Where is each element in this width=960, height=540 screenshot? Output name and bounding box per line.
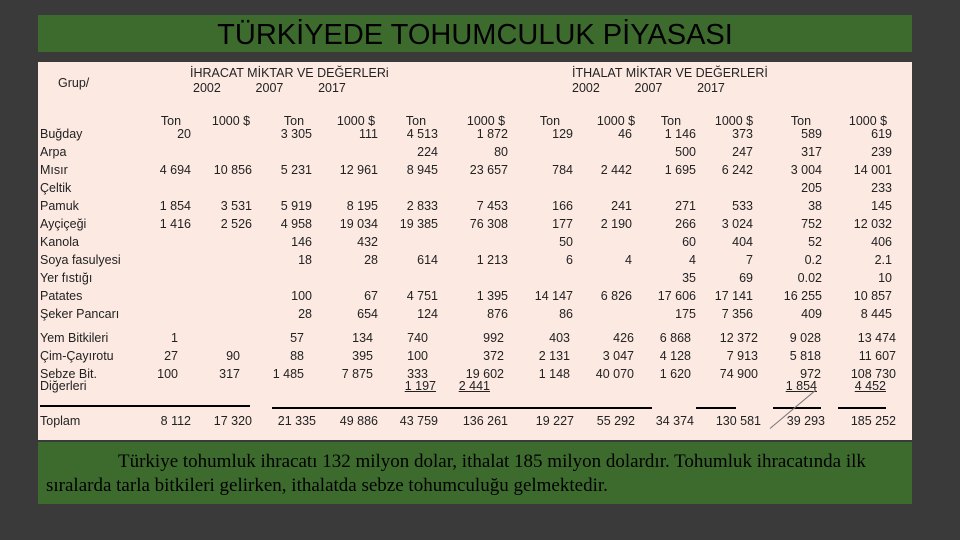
group-header: Grup/ [58, 76, 90, 90]
others-label: Diğerleri [40, 379, 87, 393]
column-total: 49 886 [339, 414, 378, 428]
unit-label: 1000 $ [596, 114, 636, 128]
column-values: 90 317 [219, 349, 240, 381]
column-values: 57 88 1 485 [272, 331, 304, 381]
column-total: 130 581 [715, 414, 761, 428]
column-values: 10 856 3 531 2 526 [213, 163, 252, 231]
import-header: İTHALAT MİKTAR VE DEĞERLERİ [572, 66, 768, 80]
column-values: 619 239 14 001 233 145 12 032 406 2.1 10 10 857 8 445 [853, 127, 892, 321]
column-values: 1 872 80 23 657 7 453 76 308 1 213 1 395 876 [469, 127, 508, 321]
column-values: 3 305 5 231 5 919 4 958 146 18 100 28 [280, 127, 312, 321]
crop-list: Buğday Arpa Mısır Çeltik Pamuk Ayçiçeği Kanola Soya fasulyesi Yer fıstığı Patates Şeker Pancarı [40, 127, 121, 321]
column-total: 34 374 [655, 414, 694, 428]
column-values: 373 247 6 242 533 3 024 404 7 69 17 141 7 356 [714, 127, 753, 321]
unit-label: 1000 $ [848, 114, 888, 128]
column-total: 8 112 [160, 414, 191, 428]
column-values: 46 2 442 241 2 190 4 6 826 [600, 127, 632, 303]
column-values: 129 784 166 177 50 6 14 147 86 [534, 127, 573, 321]
column-values: 403 2 131 1 148 [538, 331, 570, 381]
import-years: 2002 2007 2017 [572, 81, 725, 95]
column-total: 185 252 [850, 414, 896, 428]
column-total: 19 227 [535, 414, 574, 428]
column-values: 992 372 19 602 [465, 331, 504, 381]
unit-label: 1000 $ [211, 114, 251, 128]
unit-label: 1000 $ [714, 114, 754, 128]
total-separator [838, 407, 886, 409]
total-separator [696, 407, 736, 409]
column-values: 9 028 5 818 972 [789, 331, 821, 381]
column-values: 1 197 [404, 379, 436, 393]
table-panel [38, 62, 912, 440]
column-total: 43 759 [399, 414, 438, 428]
unit-label: 1000 $ [336, 114, 376, 128]
unit-label: Ton [660, 114, 682, 128]
total-separator [272, 407, 652, 409]
column-values: 20 4 694 1 854 1 416 [159, 127, 191, 231]
column-total: 55 292 [596, 414, 635, 428]
column-values: 1 854 [785, 379, 817, 393]
export-years: 2002 2007 2017 [193, 81, 346, 95]
column-total: 21 335 [277, 414, 316, 428]
summary-text: Türkiye tohumluk ihracatı 132 milyon dolar, ithalat 185 milyon dolardır. Tohumluk ihracatında ilk sıralarda tarla bitkileri gelirken, ithalatda sebze tohumculuğu gelmektedir. [46, 451, 866, 496]
unit-label: Ton [539, 114, 561, 128]
column-values: 426 3 047 40 070 [595, 331, 634, 381]
column-values: 1 27 100 [157, 331, 178, 381]
column-values: 1 146 500 1 695 271 266 60 4 35 17 606 175 [657, 127, 696, 321]
column-values: 589 317 3 004 205 38 752 52 0.2 0.02 16 255 409 [783, 127, 822, 321]
column-values: 4 513 224 8 945 2 833 19 385 614 4 751 124 [399, 127, 438, 321]
column-values: 740 100 333 [407, 331, 428, 381]
unit-label: Ton [283, 114, 305, 128]
unit-label: Ton [405, 114, 427, 128]
column-values: 4 452 [854, 379, 886, 393]
other-crop-list: Yem Bitkileri Çim-Çayırotu Sebze Bit. [40, 331, 114, 381]
column-values: 2 441 [458, 379, 490, 393]
column-values: 134 395 7 875 [341, 331, 373, 381]
page-title: TÜRKİYEDE TOHUMCULUK PİYASASI [217, 19, 733, 51]
unit-label: Ton [790, 114, 812, 128]
column-values: 111 12 961 8 195 19 034 432 28 67 654 [339, 127, 378, 321]
total-separator [40, 405, 250, 407]
column-total: 39 293 [786, 414, 825, 428]
total-label: Toplam [40, 414, 81, 428]
export-header: İHRACAT MİKTAR VE DEĞERLERi [190, 66, 389, 80]
unit-label: Ton [160, 114, 182, 128]
title-bar [38, 15, 912, 52]
column-values: 12 372 7 913 74 900 [719, 331, 758, 381]
column-values: 13 474 11 607 108 730 [850, 331, 896, 381]
total-separator [773, 407, 821, 409]
column-values: 6 868 4 128 1 620 [659, 331, 691, 381]
summary-box [38, 442, 912, 504]
column-total: 17 320 [213, 414, 252, 428]
unit-label: 1000 $ [466, 114, 506, 128]
column-total: 136 261 [462, 414, 508, 428]
